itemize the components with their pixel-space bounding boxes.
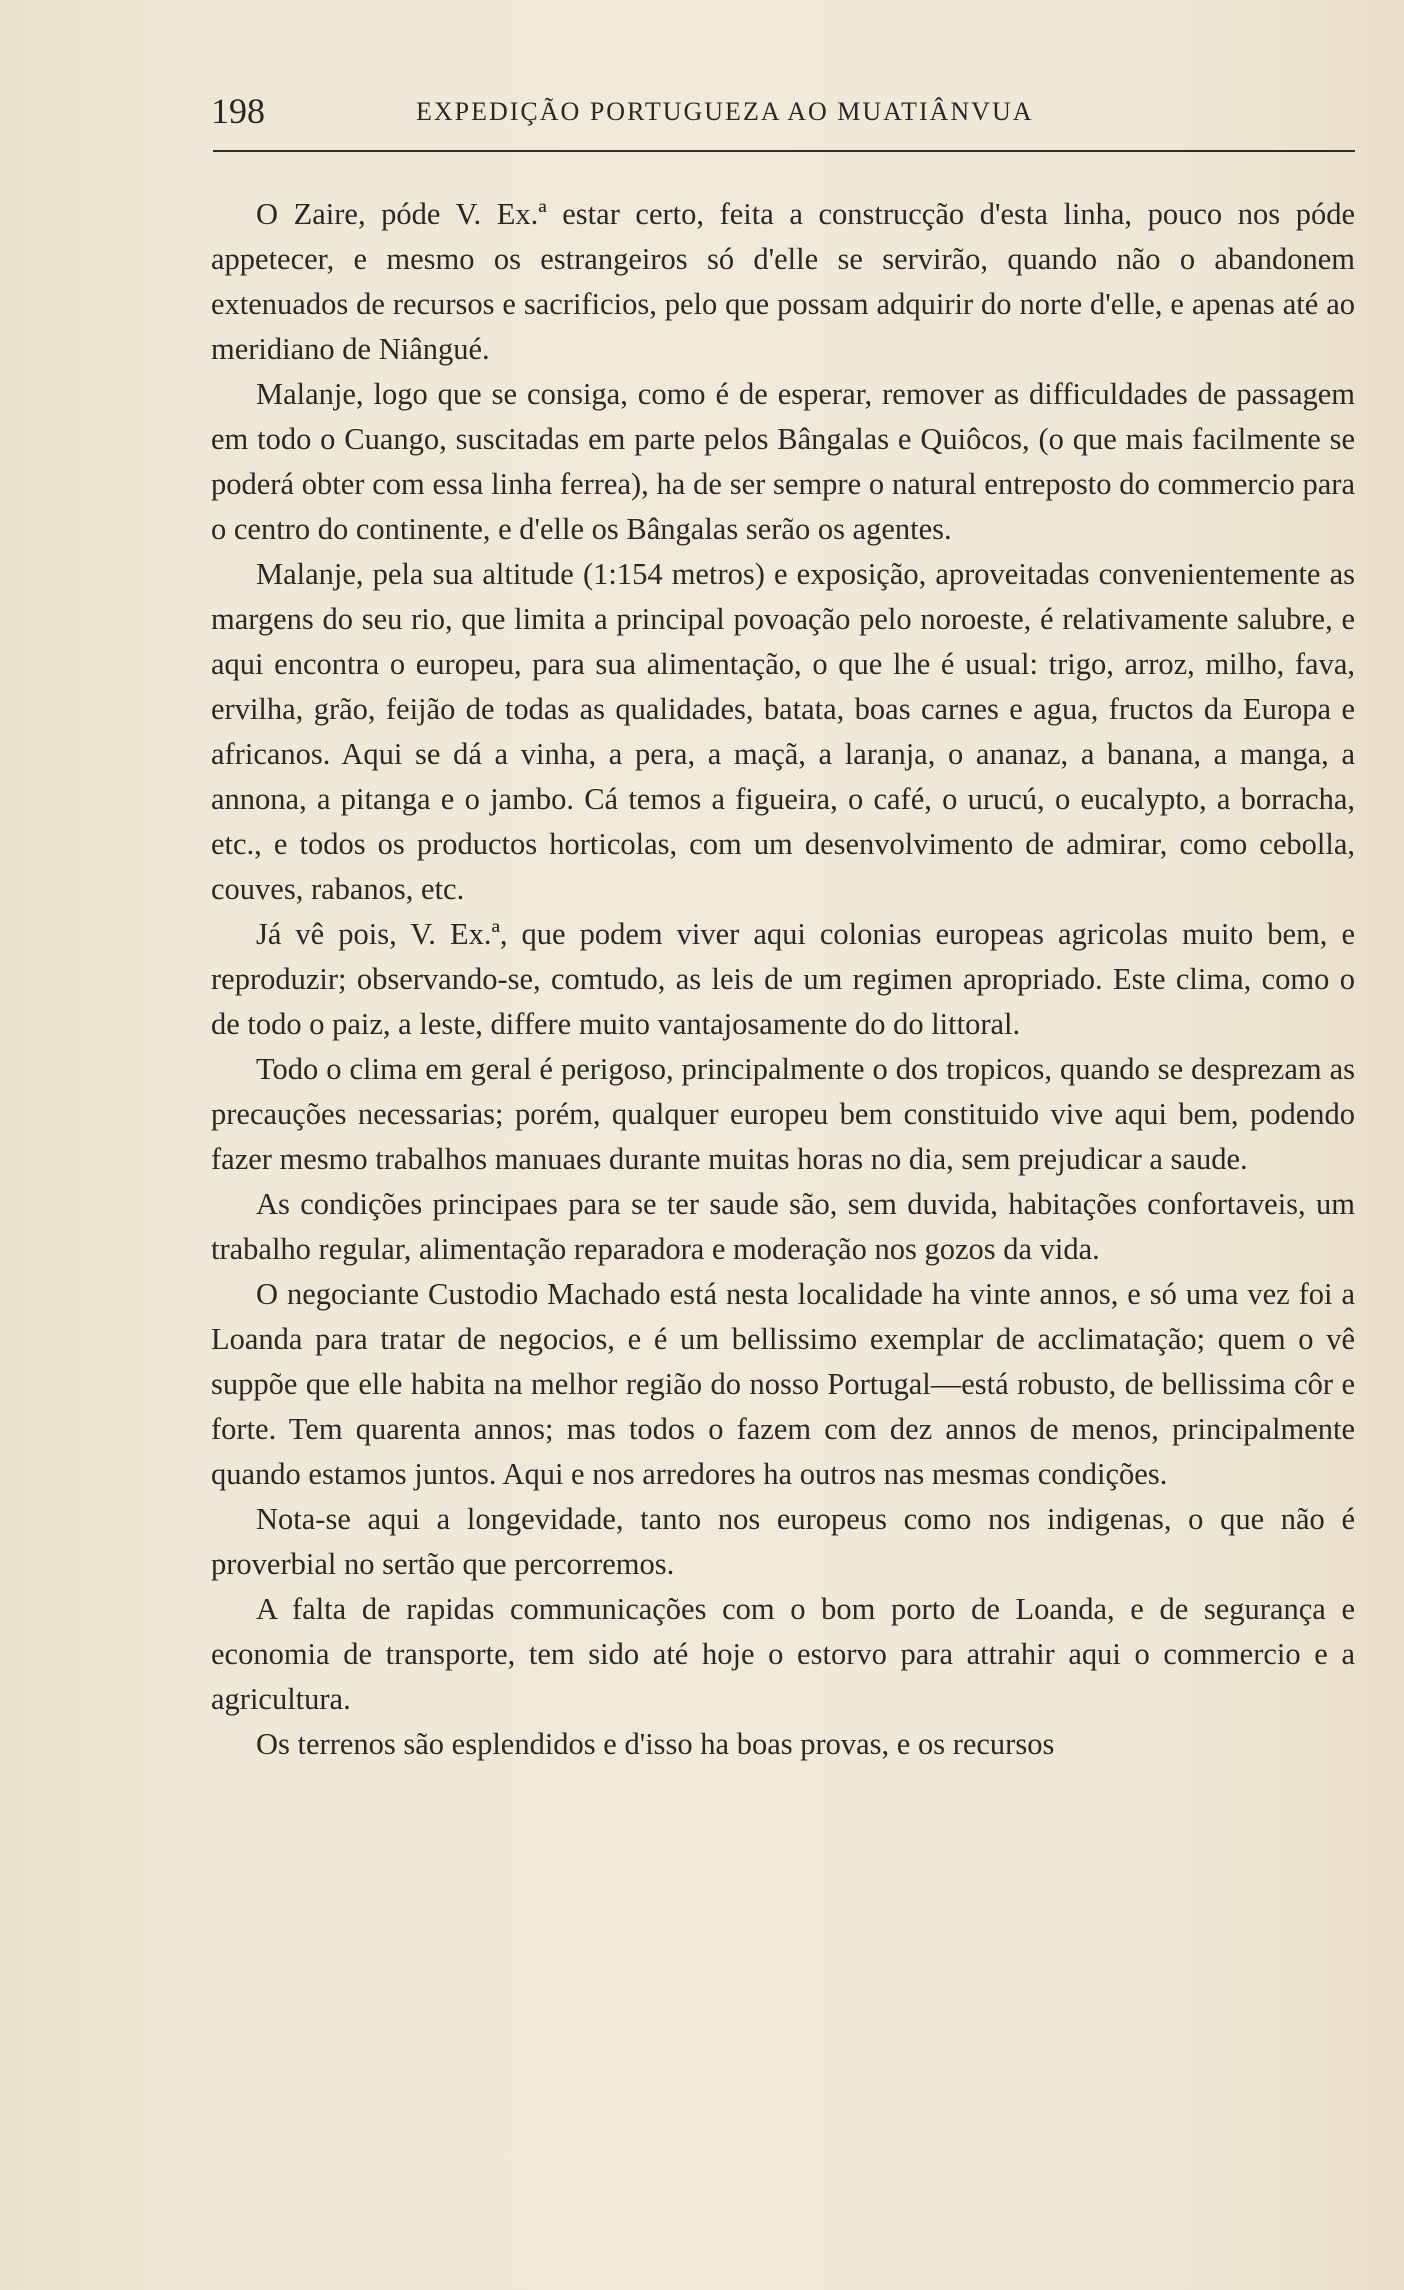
paragraph: Nota-se aqui a longevidade, tanto nos europeus como nos indigenas, o que não é proverbial no sertão que percorremos.: [211, 1502, 1355, 1581]
page-header: [211, 86, 1355, 136]
paragraph: As condições principaes para se ter saude são, sem duvida, habitações confortaveis, um trabalho regular, alimentação reparadora e moderação nos gozos da vida.: [211, 1187, 1355, 1266]
paragraph: Malanje, logo que se consiga, como é de esperar, remover as difficuldades de passagem em todo o Cuango, suscitadas em parte pelos Bângalas e Quiôcos, (o que mais facilmente se poderá obter com essa linha ferrea), ha de ser sempre o natural entreposto do commercio para o centro do continente, e d'elle os Bângalas serão os agentes.: [211, 377, 1355, 546]
body-text: [211, 192, 1355, 1767]
running-head: EXPEDIÇÃO PORTUGUEZA AO MUATIÂNVUA: [416, 97, 1034, 126]
paragraph: O Zaire, póde V. Ex.ª estar certo, feita a construcção d'esta linha, pouco nos póde appetecer, e mesmo os estrangeiros só d'elle se servirão, quando não o abandonem extenuados de recursos e sacrificios, pelo que possam adquirir do norte d'elle, e apenas até ao meridiano de Niângué.: [211, 197, 1355, 366]
paragraph: Todo o clima em geral é perigoso, principalmente o dos tropicos, quando se desprezam as precauções necessarias; porém, qualquer europeu bem constituido vive aqui bem, podendo fazer mesmo trabalhos manuaes durante muitas horas no dia, sem prejudicar a saude.: [211, 1052, 1355, 1176]
paragraph: Malanje, pela sua altitude (1:154 metros) e exposição, aproveitadas convenientemente as margens do seu rio, que limita a principal povoação pelo noroeste, é relativamente salubre, e aqui encontra o europeu, para sua alimentação, o que lhe é usual: trigo, arroz, milho, fava, ervilha, grão, feijão de todas as qualidades, batata, boas carnes e agua, fructos da Europa e africanos. Aqui se dá a vinha, a pera, a maçã, a laranja, o ananaz, a banana, a manga, a annona, a pitanga e o jambo. Cá temos a figueira, o café, o urucú, o eucalypto, a borracha, etc., e todos os productos horticolas, com um desenvolvimento de admirar, como cebolla, couves, rabanos, etc.: [211, 557, 1355, 906]
paragraph: Já vê pois, V. Ex.ª, que podem viver aqui colonias europeas agricolas muito bem, e reproduzir; observando-se, comtudo, as leis de um regimen apropriado. Este clima, como o de todo o paiz, a leste, differe muito vantajosamente do do littoral.: [211, 917, 1355, 1041]
paragraph: A falta de rapidas communicações com o bom porto de Loanda, e de segurança e economia de transporte, tem sido até hoje o estorvo para attrahir aqui o commercio e a agricultura.: [211, 1592, 1355, 1716]
header-rule: [213, 150, 1355, 152]
paragraph: Os terrenos são esplendidos e d'isso ha boas provas, e os recursos: [256, 1727, 1055, 1761]
page-number: 198: [211, 91, 265, 131]
paragraph: O negociante Custodio Machado está nesta localidade ha vinte annos, e só uma vez foi a Loanda para tratar de negocios, e é um bellissimo exemplar de acclimatação; quem o vê suppõe que elle habita na melhor região do nosso Portugal—está robusto, de bellissima côr e forte. Tem quarenta annos; mas todos o fazem com dez annos de menos, principalmente quando estamos juntos. Aqui e nos arredores ha outros nas mesmas condições.: [211, 1277, 1355, 1491]
